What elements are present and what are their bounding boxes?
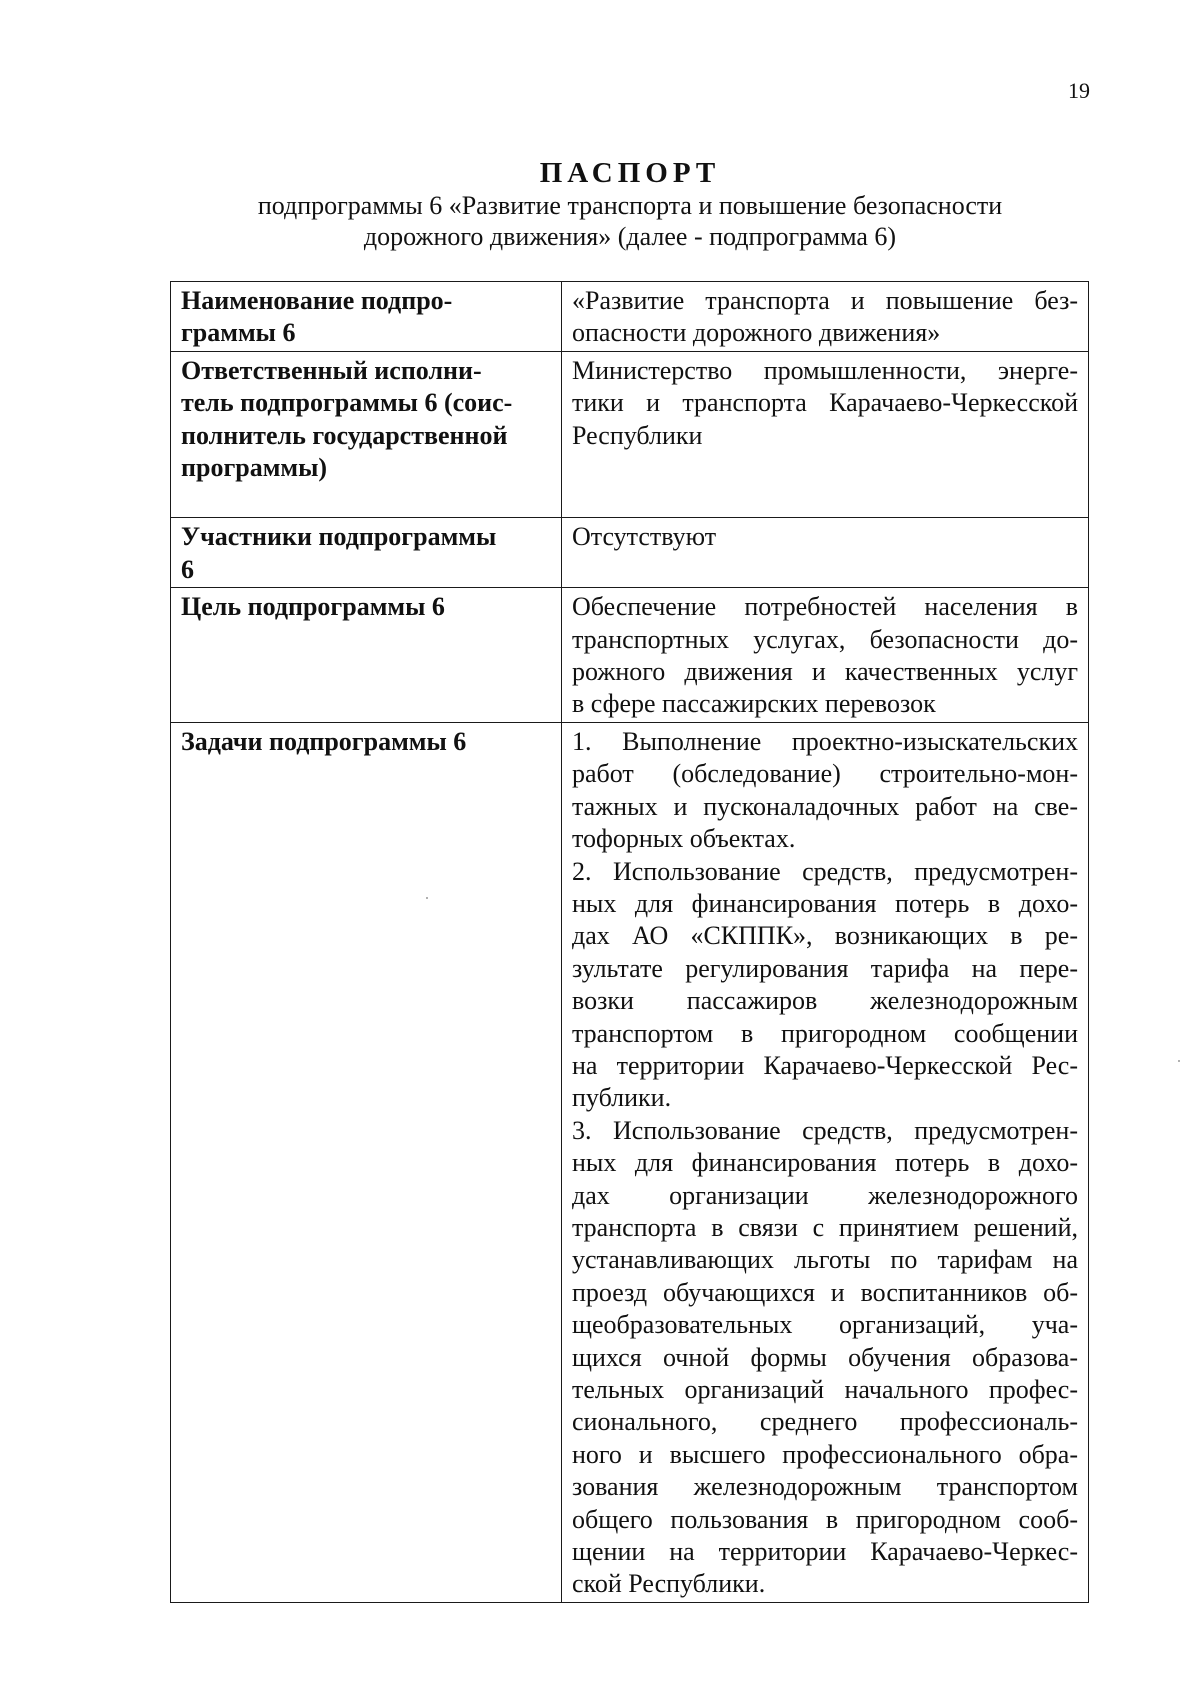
table-row-name (171, 282, 1089, 352)
value-line: тельных организаций начального профес- (572, 1375, 1078, 1404)
row-value-cell (562, 518, 1089, 588)
value-line: проезд обучающихся и воспитанников об- (572, 1277, 1078, 1307)
table-row-participants (171, 518, 1089, 588)
row-label-cell (171, 518, 562, 588)
value-line: общего пользования в пригородном сооб- (572, 1504, 1078, 1534)
value-line: тики и транспорта Карачаево-Черкесской (572, 388, 1078, 418)
scan-speck (426, 897, 428, 899)
passport-table (170, 281, 1089, 1603)
value-line: ской Республики. (572, 1569, 766, 1599)
subtitle-line: подпрограммы 6 «Развитие транспорта и повышение безопасности (257, 191, 1003, 220)
row-value-cell (562, 722, 1089, 1602)
value-line: дах организации железнодорожного (572, 1180, 1078, 1210)
label-line: Ответственный исполни- (181, 355, 482, 385)
row-value-cell (562, 282, 1089, 352)
value-line: Республики (572, 420, 703, 450)
value-line: транспортных услугах, безопасности до- (572, 624, 1078, 654)
value-line: транспортом в пригородном сообщении (572, 1018, 1078, 1048)
label-line: тель подпрограммы 6 (соис- (181, 388, 513, 418)
value-line: дах АО «СКППК», возникающих в ре- (572, 921, 1078, 951)
value-line: сионального, среднего профессиональ- (572, 1407, 1078, 1437)
value-line: 2. Использование средств, предусмотрен- (572, 856, 1078, 886)
value-line: Обеспечение потребностей населения в (572, 592, 1078, 622)
row-label-cell (171, 588, 562, 723)
value-line: 3. Использование средств, предусмотрен- (572, 1115, 1078, 1145)
row-value-cell (562, 351, 1089, 518)
row-value-cell (562, 588, 1089, 723)
label-line: 6 (181, 554, 194, 584)
value-line: зультате регулирования тарифа на пере- (572, 953, 1078, 983)
label-line: Задачи подпрограммы 6 (181, 726, 467, 756)
value-line: «Развитие транспорта и повышение без- (572, 286, 1078, 315)
value-line: рожного движения и качественных услуг (572, 657, 1078, 687)
value-line: ного и высшего профессионального обра- (572, 1439, 1078, 1469)
value-line: на территории Карачаево-Черкесской Рес- (572, 1050, 1078, 1080)
label-line: Наименование подпро- (181, 286, 453, 315)
label-line: Участники подпрограммы (181, 522, 497, 552)
value-line: щеобразовательных организаций, уча- (572, 1310, 1078, 1340)
value-line: ных для финансирования потерь в дохо- (572, 1148, 1078, 1178)
label-line: Цель подпрограммы 6 (181, 592, 445, 622)
row-label-cell (171, 722, 562, 1602)
label-line: программы) (181, 453, 328, 483)
value-line: возки пассажиров железнодорожным (572, 986, 1078, 1016)
document-subtitle (150, 190, 1110, 252)
label-line: граммы 6 (181, 318, 296, 348)
value-line: работ (обследование) строительно-мон- (572, 759, 1078, 789)
value-line: опасности дорожного движения» (572, 318, 941, 348)
value-line: тофорных объектах. (572, 824, 796, 854)
value-line: зования железнодорожным транспортом (572, 1472, 1078, 1502)
cell-spacer (181, 484, 551, 516)
label-line: полнитель государственной (181, 420, 508, 450)
value-line: ных для финансирования потерь в дохо- (572, 888, 1078, 918)
value-line: публики. (572, 1083, 672, 1113)
table-row-goal (171, 588, 1089, 723)
subtitle-line: дорожного движения» (далее - подпрограмма 6) (363, 222, 897, 251)
value-line: Отсутствуют (572, 522, 717, 552)
value-line: транспорта в связи с принятием решений, (572, 1212, 1078, 1242)
value-line: устанавливающих льготы по тарифам на (572, 1245, 1078, 1275)
scan-speck (1178, 1060, 1180, 1062)
row-label-cell (171, 351, 562, 518)
value-line: 1. Выполнение проектно-изыскательских (572, 726, 1078, 756)
value-line: тажных и пусконаладочных работ на све- (572, 791, 1078, 821)
value-line: Министерство промышленности, энерге- (572, 355, 1078, 385)
page-number: 19 (1068, 78, 1090, 103)
document-title: ПАСПОРТ (539, 157, 721, 189)
value-line: щении на территории Карачаево-Черкес- (572, 1537, 1078, 1567)
value-line: в сфере пассажирских перевозок (572, 689, 936, 719)
table-row-executor (171, 351, 1089, 518)
table-row-tasks (171, 722, 1089, 1602)
row-label-cell (171, 282, 562, 352)
value-line: щихся очной формы обучения образова- (572, 1342, 1078, 1372)
